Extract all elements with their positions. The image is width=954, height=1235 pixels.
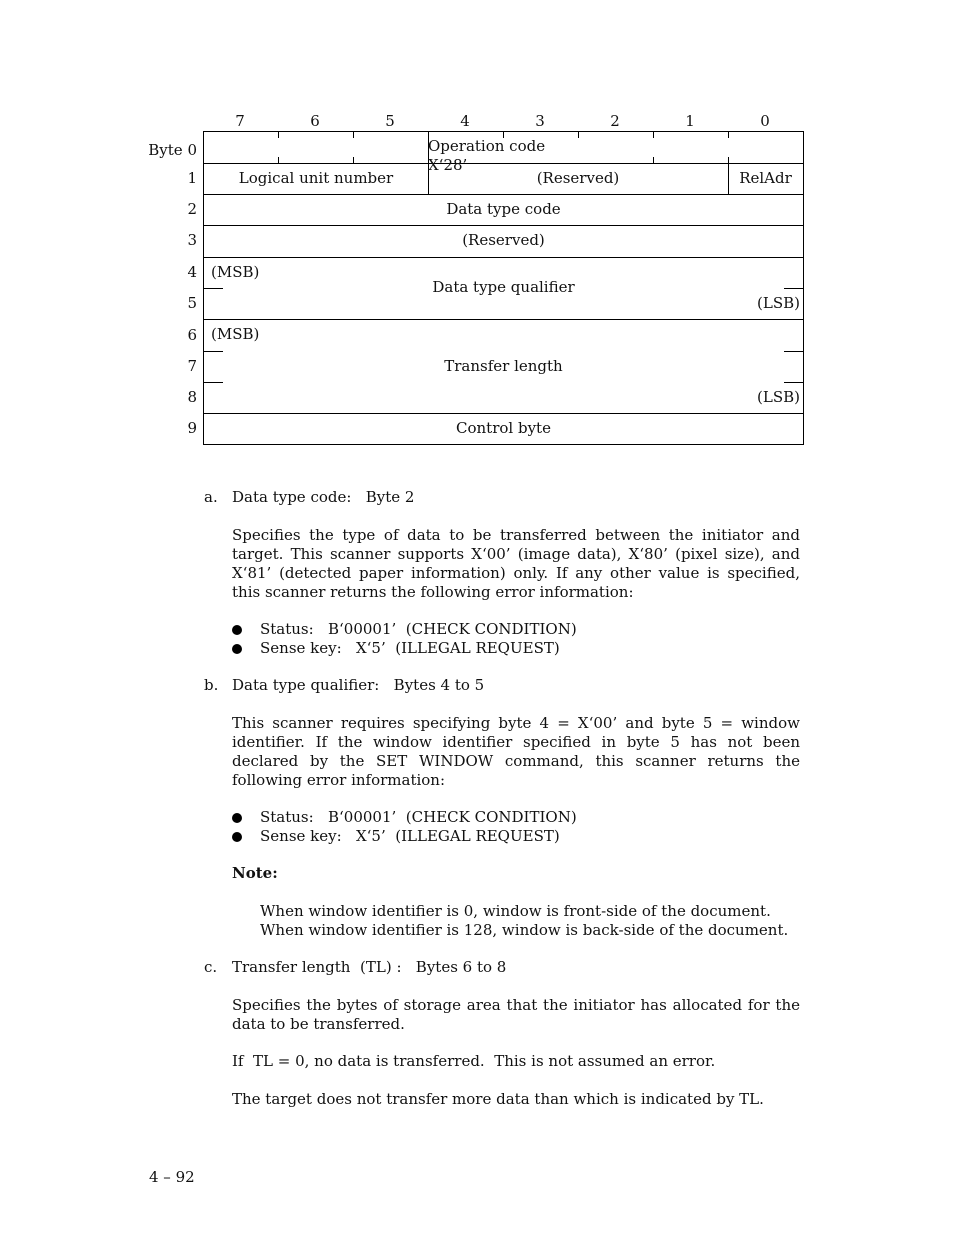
section-a-bullet-sense-key: Sense key: X‘5’ (ILLEGAL REQUEST): [260, 639, 560, 657]
partial-divider: [204, 382, 223, 383]
byte-5-label: 5: [187, 294, 197, 312]
byte-3-label: 3: [187, 231, 197, 249]
row-divider: [204, 225, 803, 226]
section-a-heading: Data type code: Byte 2: [232, 488, 415, 506]
bit-tick: [578, 132, 579, 138]
reladr-cell: RelAdr: [739, 169, 792, 187]
section-b-bullet-sense-key: Sense key: X‘5’ (ILLEGAL REQUEST): [260, 827, 560, 845]
note-label: Note:: [232, 864, 278, 882]
bullet-icon: [232, 625, 242, 635]
partial-divider: [204, 351, 223, 352]
byte-2-label: 2: [187, 200, 197, 218]
row-divider: [204, 319, 803, 320]
section-c-paragraph-3: The target does not transfer more data than which is indicated by TL.: [232, 1090, 764, 1108]
section-b-marker: b.: [204, 676, 219, 694]
section-c-paragraph-2: If TL = 0, no data is transferred. This is not assumed an error.: [232, 1052, 716, 1070]
bit-7-label: 7: [235, 112, 245, 130]
bullet-icon: [232, 832, 242, 842]
section-a-marker: a.: [204, 488, 218, 506]
partial-divider: [784, 351, 803, 352]
transfer-length-cell: Transfer length: [444, 357, 563, 375]
byte-0-label: Byte 0: [148, 141, 197, 159]
bit-tick: [278, 132, 279, 138]
byte-9-label: 9: [187, 419, 197, 437]
row-divider: [204, 413, 803, 414]
msb-byte6-label: (MSB): [211, 325, 260, 343]
bit-3-label: 3: [535, 112, 545, 130]
page-number: 4 – 92: [149, 1168, 195, 1186]
reserved-byte3-cell: (Reserved): [462, 231, 545, 249]
msb-byte4-label: (MSB): [211, 263, 260, 281]
section-b-paragraph: This scanner requires specifying byte 4 = X‘00’ and byte 5 = window identifier. If the window identifier specified in byte 5 has not been declared by the SET WINDOW command, this scanner returns the following error information:: [232, 714, 800, 789]
section-c-paragraph-1: Specifies the bytes of storage area that the initiator has allocated for the data to be transferred.: [232, 996, 800, 1033]
byte-8-label: 8: [187, 388, 197, 406]
bit-tick: [653, 132, 654, 138]
section-a-paragraph: Specifies the type of data to be transferred between the initiator and target. This scanner supports X‘00’ (image data), X‘80’ (pixel size), and X‘81’ (detected paper information) only. If any other value is specified, this scanner returns the following error information:: [232, 526, 800, 601]
row-divider: [204, 194, 803, 195]
bit-6-label: 6: [310, 112, 320, 130]
data-type-qualifier-cell: Data type qualifier: [432, 278, 575, 296]
bit-2-label: 2: [610, 112, 620, 130]
note-line-1: When window identifier is 0, window is front-side of the document.: [260, 902, 771, 920]
section-b-heading: Data type qualifier: Bytes 4 to 5: [232, 676, 485, 694]
byte-1-label: 1: [187, 169, 197, 187]
command-descriptor-block-table: [203, 131, 804, 445]
section-c-marker: c.: [204, 958, 218, 976]
bit-4-label: 4: [460, 112, 470, 130]
lsb-byte5-label: (LSB): [757, 294, 800, 312]
byte-6-label: 6: [187, 326, 197, 344]
lsb-byte8-label: (LSB): [757, 388, 800, 406]
bit-0-label: 0: [760, 112, 770, 130]
logical-unit-number-cell: Logical unit number: [238, 169, 394, 187]
section-b-bullet-status: Status: B‘00001’ (CHECK CONDITION): [260, 808, 577, 826]
section-c-heading: Transfer length (TL) : Bytes 6 to 8: [232, 958, 507, 976]
note-line-2: When window identifier is 128, window is back-side of the document.: [260, 921, 789, 939]
control-byte-cell: Control byte: [456, 419, 551, 437]
operation-code-cell: Operation code X‘28’: [428, 137, 546, 174]
byte-4-label: 4: [187, 263, 197, 281]
data-type-code-cell: Data type code: [446, 200, 561, 218]
row-divider: [204, 257, 803, 258]
section-a-bullet-status: Status: B‘00001’ (CHECK CONDITION): [260, 620, 577, 638]
bit-tick: [728, 132, 729, 138]
byte-7-label: 7: [187, 357, 197, 375]
reserved-byte1-cell: (Reserved): [536, 169, 620, 187]
bit-1-label: 1: [685, 112, 695, 130]
bit-5-label: 5: [385, 112, 395, 130]
bullet-icon: [232, 644, 242, 654]
bit-tick: [353, 132, 354, 138]
bullet-icon: [232, 813, 242, 823]
partial-divider: [784, 382, 803, 383]
